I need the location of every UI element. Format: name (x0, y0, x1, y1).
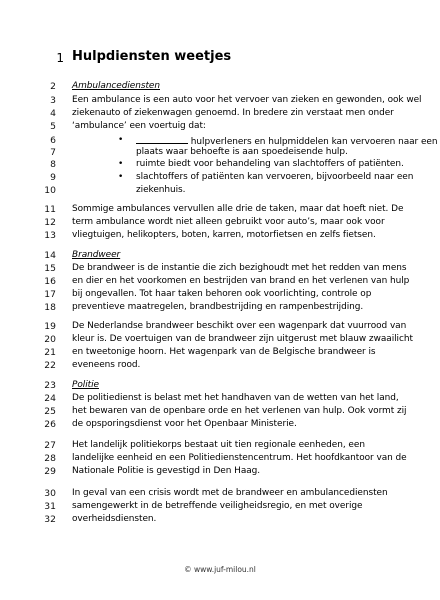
paragraph-line: Het landelijk politiekorps bestaat uit tien regionale eenheden, een (72, 440, 365, 450)
line-number: 28 (44, 453, 56, 464)
line-number: 21 (44, 347, 56, 358)
line-number: 4 (50, 108, 56, 119)
footer-credit: © www.juf-milou.nl (184, 565, 256, 574)
line-number: 15 (44, 263, 56, 274)
bullet-item-text: slachtoffers of patiënten kan vervoeren, bijvoorbeeld naar een (136, 172, 414, 182)
bullet-icon: • (118, 135, 124, 145)
line-number: 1 (56, 51, 64, 65)
section-heading-text: Politie (72, 380, 99, 390)
line-number: 10 (44, 185, 56, 196)
paragraph-line: term ambulance wordt niet alleen gebruikt voor auto’s, maar ook voor (72, 217, 385, 227)
line-number: 26 (44, 419, 56, 430)
bullet-item (136, 172, 413, 182)
line-number: 25 (44, 406, 56, 417)
bullet-icon: • (118, 159, 124, 169)
paragraph-line: bij ongevallen. Tot haar taken behoren ook voorlichting, controle op (72, 289, 372, 299)
line-number: 17 (44, 289, 56, 300)
paragraph-line: preventieve maatregelen, brandbestrijding en rampenbestrijding. (72, 302, 364, 312)
paragraph-line: landelijke eenheid en een Politiedienstencentrum. Het hoofdkantoor van de (72, 453, 407, 463)
paragraph-line: en tweetonige hoorn. Het wagenpark van de Belgische brandweer is (72, 347, 376, 357)
paragraph-line: De Nederlandse brandweer beschikt over een wagenpark dat vuurrood van (72, 321, 407, 331)
line-number: 6 (50, 135, 56, 146)
line-number: 12 (44, 217, 56, 228)
paragraph-line: overheidsdiensten. (72, 514, 157, 524)
line-number: 11 (44, 204, 56, 215)
line-number: 5 (50, 121, 56, 132)
paragraph-line: De politiedienst is belast met het handhaven van de wetten van het land, (72, 393, 399, 403)
bullet-item (136, 135, 437, 147)
paragraph-line: samengewerkt in de betreffende veiligheidsregio, en met overige (72, 501, 363, 511)
line-number: 29 (44, 466, 56, 477)
line-number: 9 (50, 172, 56, 183)
section-heading-text: Brandweer (72, 250, 121, 260)
paragraph-line: Sommige ambulances vervullen alle drie de taken, maar dat hoeft niet. De (72, 204, 404, 214)
fill-in-blank-field[interactable] (136, 135, 188, 144)
bullet-item-text: hulpverleners en hulpmiddelen kan vervoeren naar een (190, 137, 438, 147)
paragraph-line: Nationale Politie is gevestigd in Den Haag. (72, 466, 261, 476)
paragraph-line: de opsporingsdienst voor het Openbaar Ministerie. (72, 419, 297, 429)
line-number: 18 (44, 302, 56, 313)
bullet-icon: • (118, 172, 124, 182)
paragraph-line: ziekenauto of ziekenwagen genoemd. In bredere zin verstaat men onder (72, 108, 394, 118)
section-heading (72, 81, 160, 91)
line-number: 14 (44, 250, 56, 261)
line-number: 3 (50, 95, 56, 106)
paragraph-line: eveneens rood. (72, 360, 141, 370)
line-number: 23 (44, 380, 56, 391)
paragraph-line: het bewaren van de openbare orde en het verlenen van hulp. Ook vormt zij (72, 406, 407, 416)
paragraph-line: Een ambulance is een auto voor het vervoer van zieken en gewonden, ook wel (72, 95, 422, 105)
bullet-item-continuation: plaats waar behoefte is aan spoedeisende hulp. (136, 147, 348, 157)
page-title: Hulpdiensten weetjes (72, 49, 232, 64)
line-number: 7 (50, 147, 56, 158)
line-number: 8 (50, 159, 56, 170)
line-number: 16 (44, 276, 56, 287)
line-number: 31 (44, 501, 56, 512)
paragraph-line: en dier en het voorkomen en bestrijden van brand en het verlenen van hulp (72, 276, 410, 286)
paragraph-line: kleur is. De voertuigen van de brandweer zijn uitgerust met blauw zwaailicht (72, 334, 413, 344)
paragraph-line: In geval van een crisis wordt met de brandweer en ambulancediensten (72, 488, 388, 498)
line-number: 32 (44, 514, 56, 525)
bullet-item-continuation: ziekenhuis. (136, 185, 186, 195)
line-number: 13 (44, 230, 56, 241)
line-number: 27 (44, 440, 56, 451)
section-heading-text: Ambulancediensten (72, 81, 160, 91)
section-heading (72, 380, 99, 390)
line-number: 30 (44, 488, 56, 499)
paragraph-line: vliegtuigen, helikopters, boten, karren, motorfietsen en zelfs fietsen. (72, 230, 376, 240)
line-number: 2 (50, 81, 56, 92)
line-number: 20 (44, 334, 56, 345)
paragraph-line: ‘ambulance’ een voertuig dat: (72, 121, 206, 131)
bullet-item (136, 159, 404, 169)
line-number: 22 (44, 360, 56, 371)
line-number: 19 (44, 321, 56, 332)
section-heading (72, 250, 120, 260)
line-number: 24 (44, 393, 56, 404)
bullet-item-text: ruimte biedt voor behandeling van slachtoffers of patiënten. (136, 159, 404, 169)
paragraph-line: De brandweer is de instantie die zich bezighoudt met het redden van mens (72, 263, 407, 273)
